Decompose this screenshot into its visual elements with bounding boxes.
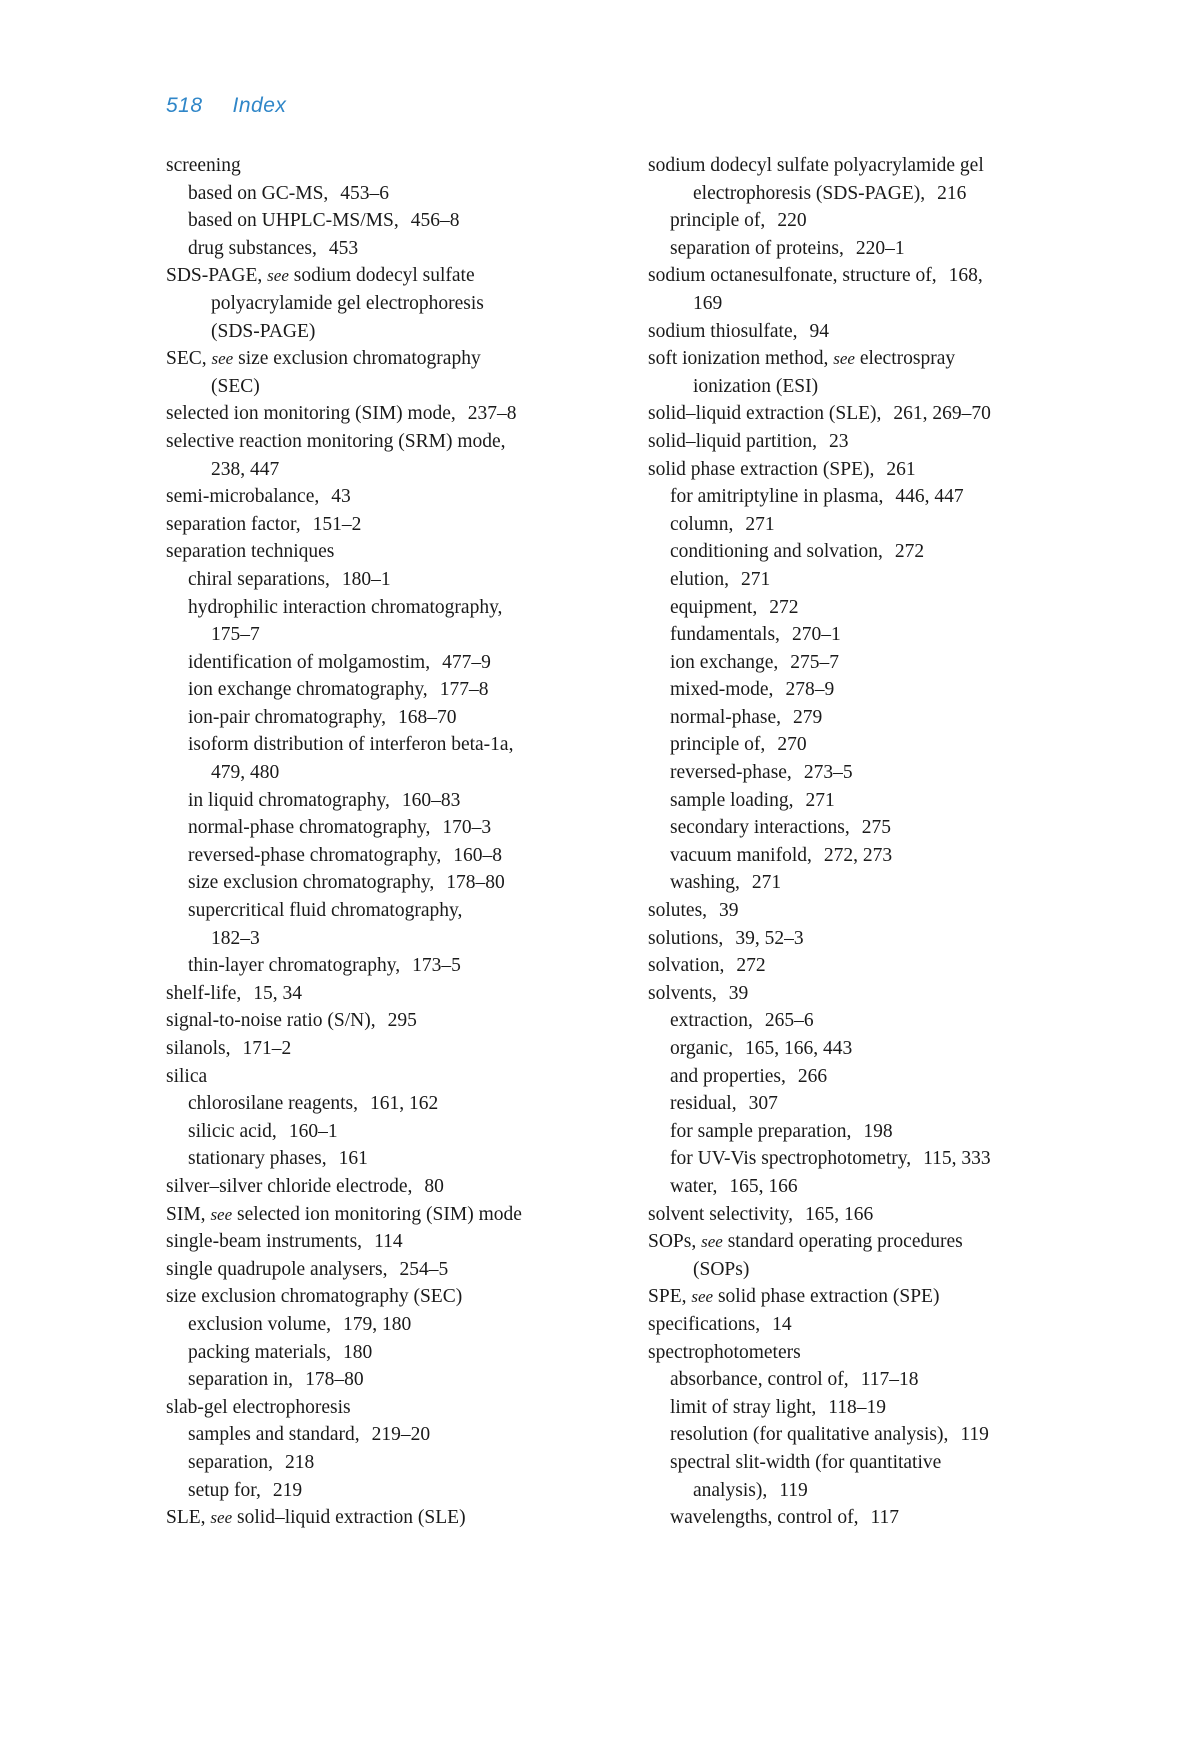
page-reference: 270–1 [791, 624, 841, 646]
index-term: electrophoresis (SDS-PAGE), [693, 182, 926, 204]
see-reference-marker: see [267, 266, 289, 286]
page-reference: 275 [861, 817, 892, 839]
index-entry [166, 428, 626, 456]
page-reference: 261 [886, 458, 916, 480]
page-reference: 219–20 [371, 1424, 431, 1446]
index-entry [166, 538, 626, 566]
index-subentry [648, 842, 1068, 870]
index-term: separation of proteins, [670, 237, 844, 259]
index-term: normal-phase chromatography, [188, 817, 431, 839]
section-title: Index [232, 94, 287, 117]
index-term: SEC, [166, 348, 207, 370]
index-subentry [166, 731, 626, 759]
index-subentry [166, 869, 626, 897]
page-reference: 178–80 [446, 872, 505, 894]
index-column-left [166, 152, 626, 1532]
index-term: wavelengths, control of, [670, 1507, 859, 1529]
index-subentry [166, 207, 626, 235]
index-term: spectrophotometers [648, 1341, 801, 1363]
index-entry [166, 400, 626, 428]
index-term: SLE, [166, 1507, 206, 1529]
index-term: signal-to-noise ratio (S/N), [166, 1010, 376, 1032]
index-subentry [166, 1421, 626, 1449]
index-entry [648, 1339, 1068, 1367]
index-subentry [166, 1339, 626, 1367]
index-column-right [648, 152, 1068, 1532]
index-term: semi-microbalance, [166, 486, 320, 508]
page-reference: 261, 269–70 [893, 403, 991, 425]
page-reference: 266 [797, 1065, 828, 1087]
index-entry [166, 318, 626, 346]
page-reference: 39 [719, 900, 739, 922]
index-subentry [648, 704, 1068, 732]
index-term: solutes, [648, 900, 708, 922]
index-subentry [648, 869, 1068, 897]
page-reference: 456–8 [410, 210, 460, 232]
index-term: stationary phases, [188, 1148, 327, 1170]
index-term: setup for, [188, 1479, 261, 1501]
index-subentry [648, 1421, 1068, 1449]
index-entry [648, 318, 1068, 346]
page-reference: 15, 34 [253, 982, 303, 1004]
page-reference: 115, 333 [923, 1148, 991, 1170]
index-subentry [166, 594, 626, 622]
index-term: (SEC) [211, 375, 260, 397]
index-term: equipment, [670, 596, 758, 618]
index-term: elution, [670, 568, 730, 590]
page-reference: 80 [424, 1175, 444, 1197]
index-subentry [166, 1090, 626, 1118]
index-term: 182–3 [211, 927, 260, 949]
index-entry [166, 1063, 626, 1091]
index-subentry [648, 814, 1068, 842]
index-term: soft ionization method, [648, 348, 829, 370]
index-term: separation in, [188, 1369, 294, 1391]
index-term: water, [670, 1175, 718, 1197]
see-reference-target: standard operating procedures [727, 1231, 963, 1253]
index-subentry [166, 1366, 626, 1394]
index-subentry [166, 952, 626, 980]
page-reference: 114 [374, 1231, 403, 1253]
index-entry [166, 373, 626, 401]
index-entry [166, 1504, 626, 1532]
page-reference: 237–8 [467, 403, 517, 425]
page-reference: 160–8 [453, 844, 502, 866]
index-term: drug substances, [188, 237, 317, 259]
index-term: in liquid chromatography, [188, 789, 390, 811]
index-subentry [166, 1145, 626, 1173]
index-entry [648, 262, 1068, 290]
index-subentry [648, 649, 1068, 677]
page-reference: 272 [769, 596, 799, 618]
page-number: 518 [166, 94, 203, 117]
page-reference: 160–83 [401, 789, 461, 811]
page-reference: 275–7 [790, 651, 840, 673]
page-reference: 278–9 [785, 679, 835, 701]
page-reference: 165, 166 [729, 1175, 798, 1197]
see-reference-marker: see [691, 1287, 714, 1307]
page-reference: 295 [387, 1010, 417, 1032]
index-subentry [648, 1173, 1068, 1201]
see-reference-target: solid–liquid extraction (SLE) [237, 1507, 466, 1529]
index-entry [648, 1201, 1068, 1229]
index-entry [648, 345, 1068, 373]
see-reference-target: selected ion monitoring (SIM) mode [237, 1203, 522, 1225]
index-entry [166, 1394, 626, 1422]
page-reference: 171–2 [242, 1038, 292, 1059]
index-subentry [648, 731, 1068, 759]
index-subentry [648, 1118, 1068, 1146]
page-reference: 272, 273 [823, 844, 893, 866]
index-term: residual, [670, 1093, 737, 1115]
index-term: identification of molgamostim, [188, 651, 431, 673]
index-subentry [648, 511, 1068, 539]
page-reference: 117 [870, 1507, 899, 1529]
page-reference: 279 [793, 706, 823, 728]
index-term: (SOPs) [693, 1258, 750, 1280]
index-subentry [166, 842, 626, 870]
page-reference: 161, 162 [370, 1093, 439, 1115]
index-entry [166, 1035, 626, 1063]
index-subentry [166, 1449, 626, 1477]
index-term: silicic acid, [188, 1120, 277, 1142]
index-term: chiral separations, [188, 568, 330, 590]
index-term: screening [166, 155, 241, 176]
page-reference: 271 [741, 568, 771, 590]
index-term: reversed-phase, [670, 762, 792, 784]
index-entry [166, 152, 626, 180]
running-head [166, 94, 286, 118]
index-subentry [166, 1118, 626, 1146]
index-term: specifications, [648, 1313, 761, 1335]
index-term: extraction, [670, 1010, 753, 1032]
index-entry [166, 980, 626, 1008]
index-entry [166, 1201, 626, 1229]
index-term: exclusion volume, [188, 1313, 331, 1335]
index-subentry [166, 1477, 626, 1505]
index-term: sodium dodecyl sulfate polyacrylamide gel [648, 155, 984, 176]
index-term: samples and standard, [188, 1424, 360, 1446]
index-entry [648, 180, 1068, 208]
index-entry [166, 483, 626, 511]
page-reference: 168–70 [398, 706, 457, 728]
index-term: shelf-life, [166, 982, 242, 1004]
see-reference-target: sodium dodecyl sulfate [293, 265, 475, 287]
page-reference: 198 [863, 1120, 893, 1142]
page-reference: 218 [285, 1451, 315, 1473]
index-subentry [648, 594, 1068, 622]
index-subentry [166, 925, 626, 953]
index-term: solid–liquid extraction (SLE), [648, 403, 882, 425]
page-reference: 180 [342, 1341, 373, 1363]
index-term: selective reaction monitoring (SRM) mode, [166, 430, 506, 452]
index-term: selected ion monitoring (SIM) mode, [166, 403, 456, 425]
index-entry [648, 980, 1068, 1008]
index-term: reversed-phase chromatography, [188, 844, 442, 866]
index-entry [166, 345, 626, 373]
index-term: based on GC-MS, [188, 182, 329, 204]
index-entry [648, 373, 1068, 401]
index-term: fundamentals, [670, 624, 780, 646]
index-entry [648, 1256, 1068, 1284]
page-reference: 119 [960, 1424, 989, 1446]
page-reference: 165, 166 [804, 1203, 874, 1225]
index-term: principle of, [670, 210, 766, 232]
page-reference: 178–80 [305, 1369, 364, 1391]
index-term: ion-pair chromatography, [188, 706, 386, 728]
index-term: sodium thiosulfate, [648, 320, 798, 342]
index-term: normal-phase, [670, 706, 782, 728]
index-subentry [648, 787, 1068, 815]
index-entry [166, 511, 626, 539]
index-term: analysis), [693, 1479, 768, 1501]
index-term: solid–liquid partition, [648, 430, 817, 452]
index-subentry [648, 1477, 1068, 1505]
index-subentry [648, 235, 1068, 263]
index-entry [648, 1228, 1068, 1256]
page-reference: 219 [272, 1479, 303, 1501]
index-subentry [166, 759, 626, 787]
page-reference: 272 [894, 541, 925, 563]
index-subentry [166, 235, 626, 263]
page-reference: 271 [745, 513, 775, 535]
index-term: based on UHPLC-MS/MS, [188, 210, 399, 232]
page-reference: 270 [777, 734, 807, 756]
index-term: solvents, [648, 982, 717, 1004]
index-entry [648, 400, 1068, 428]
page-reference: 453 [328, 237, 359, 259]
index-term: ionization (ESI) [693, 375, 819, 397]
page-reference: 117–18 [860, 1369, 919, 1391]
see-reference-target: electrospray [859, 348, 956, 370]
index-term: size exclusion chromatography, [188, 872, 435, 894]
index-subentry [648, 1449, 1068, 1477]
index-term: absorbance, control of, [670, 1369, 849, 1391]
index-term: 175–7 [211, 624, 260, 646]
index-entry [166, 1228, 626, 1256]
index-term: silanols, [166, 1038, 231, 1059]
index-entry [648, 1283, 1068, 1311]
page-reference: 39 [728, 982, 749, 1004]
index-subentry [648, 1504, 1068, 1532]
index-subentry [166, 787, 626, 815]
index-term: mixed-mode, [670, 679, 774, 701]
see-reference-marker: see [210, 1204, 233, 1224]
index-entry [648, 1311, 1068, 1339]
page-reference: 118–19 [828, 1396, 887, 1418]
index-term: thin-layer chromatography, [188, 955, 401, 977]
index-term: resolution (for qualitative analysis), [670, 1424, 949, 1446]
index-term: polyacrylamide gel electrophoresis [211, 292, 484, 314]
index-term: supercritical fluid chromatography, [188, 900, 463, 922]
index-subentry [166, 704, 626, 732]
index-entry [648, 428, 1068, 456]
index-term: and properties, [670, 1065, 786, 1087]
index-term: SPE, [648, 1286, 687, 1308]
page-reference: 173–5 [412, 955, 461, 977]
index-subentry [648, 1145, 1068, 1173]
index-term: separation techniques [166, 541, 335, 563]
index-entry [166, 290, 626, 318]
index-term: secondary interactions, [670, 817, 850, 839]
index-term: 479, 480 [211, 762, 280, 784]
index-term: separation factor, [166, 513, 301, 535]
index-term: washing, [670, 872, 740, 894]
index-subentry [648, 1366, 1068, 1394]
index-subentry [166, 1311, 626, 1339]
index-term: limit of stray light, [670, 1396, 817, 1418]
index-subentry [648, 621, 1068, 649]
index-subentry [648, 207, 1068, 235]
index-subentry [648, 1007, 1068, 1035]
index-term: ion exchange, [670, 651, 779, 673]
index-subentry [648, 538, 1068, 566]
index-term: for sample preparation, [670, 1120, 852, 1142]
index-term: solvent selectivity, [648, 1203, 793, 1225]
page-reference: 273–5 [803, 762, 853, 784]
index-term: solvation, [648, 955, 725, 977]
index-term: chlorosilane reagents, [188, 1093, 359, 1115]
page-reference: 161 [338, 1148, 368, 1170]
index-subentry [648, 676, 1068, 704]
index-term: silver–silver chloride electrode, [166, 1175, 413, 1197]
index-entry [166, 456, 626, 484]
index-term: single-beam instruments, [166, 1231, 363, 1253]
index-term: for UV-Vis spectrophotometry, [670, 1148, 912, 1170]
index-term: SDS-PAGE, [166, 265, 263, 287]
index-term: slab-gel electrophoresis [166, 1396, 351, 1418]
index-entry [648, 897, 1068, 925]
see-reference-marker: see [210, 1508, 233, 1528]
page-reference: 23 [829, 430, 849, 452]
page-reference: 179, 180 [342, 1313, 412, 1335]
see-reference-marker: see [701, 1232, 723, 1252]
index-subentry [166, 180, 626, 208]
page-reference: 453–6 [340, 182, 390, 204]
index-entry [166, 1256, 626, 1284]
page-reference: 271 [805, 789, 835, 811]
page-reference: 220–1 [855, 237, 905, 259]
index-subentry [648, 1035, 1068, 1063]
index-subentry [166, 676, 626, 704]
index-term: single quadrupole analysers, [166, 1258, 388, 1280]
index-term: column, [670, 513, 734, 535]
index-subentry [166, 649, 626, 677]
index-term: SIM, [166, 1203, 206, 1225]
page-reference: 168, [948, 265, 983, 287]
index-term: solid phase extraction (SPE), [648, 458, 875, 480]
index-subentry [166, 566, 626, 594]
index-term: sodium octanesulfonate, structure of, [648, 265, 937, 287]
index-term: conditioning and solvation, [670, 541, 883, 563]
index-subentry [648, 566, 1068, 594]
page-reference: 220 [777, 210, 807, 232]
index-entry [166, 262, 626, 290]
index-subentry [648, 1394, 1068, 1422]
page-reference: 151–2 [312, 513, 362, 535]
index-subentry [648, 1090, 1068, 1118]
page-reference: 477–9 [442, 651, 491, 673]
page-reference: 254–5 [399, 1258, 449, 1280]
index-term: separation, [188, 1451, 274, 1473]
index-subentry [648, 290, 1068, 318]
page-reference: 165, 166, 443 [745, 1038, 853, 1059]
page-reference: 180–1 [341, 568, 391, 590]
see-reference-marker: see [833, 349, 855, 369]
index-entry [166, 1007, 626, 1035]
index-term: isoform distribution of interferon beta-1a, [188, 734, 514, 756]
index-term: silica [166, 1065, 208, 1087]
index-subentry [166, 814, 626, 842]
index-term: for amitriptyline in plasma, [670, 486, 884, 508]
index-term: spectral slit-width (for quantitative [670, 1451, 942, 1473]
page-reference: 446, 447 [895, 486, 964, 508]
see-reference-marker: see [211, 349, 234, 369]
page-reference: 119 [779, 1479, 808, 1501]
page-reference: 271 [751, 872, 782, 894]
index-entry [648, 152, 1068, 180]
index-term: size exclusion chromatography (SEC) [166, 1286, 463, 1308]
index-term: 238, 447 [211, 458, 280, 480]
page-reference: 265–6 [764, 1010, 814, 1032]
index-subentry [166, 897, 626, 925]
index-term: principle of, [670, 734, 766, 756]
index-entry [166, 1173, 626, 1201]
page-reference: 177–8 [439, 679, 489, 701]
see-reference-target: solid phase extraction (SPE) [717, 1286, 940, 1308]
page-reference: 94 [809, 320, 829, 342]
index-entry [648, 456, 1068, 484]
index-entry [648, 925, 1068, 953]
page-reference: 39, 52–3 [735, 927, 804, 949]
page-reference: 43 [331, 486, 351, 508]
index-term: sample loading, [670, 789, 794, 811]
index-subentry [648, 483, 1068, 511]
page-reference: 170–3 [442, 817, 492, 839]
page-reference: 216 [937, 182, 967, 204]
index-term: SOPs, [648, 1231, 697, 1253]
index-entry [166, 1283, 626, 1311]
index-term: 169 [693, 292, 723, 314]
page-reference: 14 [772, 1313, 792, 1335]
page-reference: 307 [748, 1093, 778, 1115]
index-subentry [648, 1063, 1068, 1091]
index-subentry [648, 759, 1068, 787]
index-term: (SDS-PAGE) [211, 320, 316, 342]
page-reference: 272 [736, 955, 766, 977]
index-subentry [166, 621, 626, 649]
index-term: organic, [670, 1038, 733, 1059]
index-term: hydrophilic interaction chromatography, [188, 596, 503, 618]
index-term: vacuum manifold, [670, 844, 812, 866]
index-term: ion exchange chromatography, [188, 679, 428, 701]
index-term: solutions, [648, 927, 724, 949]
page-reference: 160–1 [288, 1120, 338, 1142]
index-term: packing materials, [188, 1341, 331, 1363]
index-entry [648, 952, 1068, 980]
see-reference-target: size exclusion chromatography [238, 348, 481, 370]
